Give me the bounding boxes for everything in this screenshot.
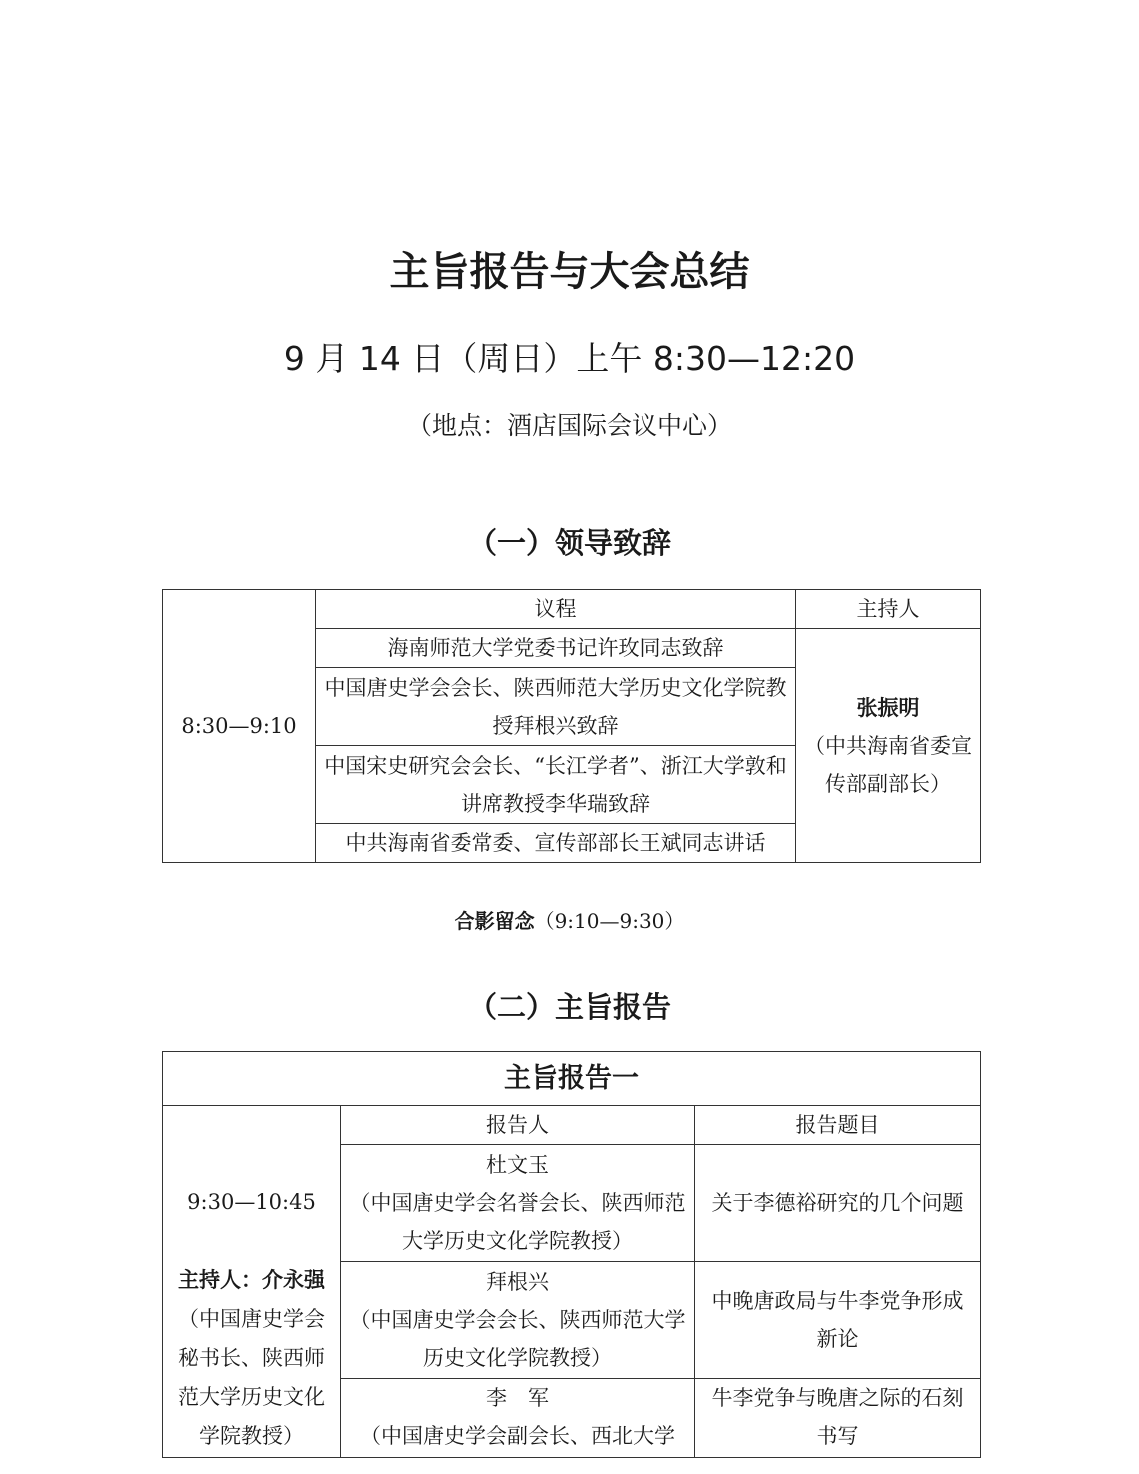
keynote-table [162, 1051, 981, 1458]
host-title: （中共海南省委宣传部副部长） [804, 733, 972, 796]
session2-host-label: 主持人：介永强 [178, 1268, 325, 1292]
reporter-affiliation: （中国唐史学会副会长、西北大学 [360, 1424, 675, 1448]
agenda-header: 议程 [316, 590, 796, 629]
session2-host-title: （中国唐史学会秘书长、陕西师范大学历史文化学院教授） [178, 1307, 325, 1448]
reporter-name: 拜根兴 [486, 1270, 549, 1294]
agenda-item: 中共海南省委常委、宣传部部长王斌同志讲话 [316, 824, 796, 863]
reporter-cell [341, 1379, 695, 1458]
session1-time: 8:30—9:10 [163, 590, 316, 863]
section2-heading: （二）主旨报告 [467, 990, 671, 1024]
date-line: 9 月 14 日（周日）上午 8:30—12:20 [283, 339, 856, 378]
session1-host [796, 629, 981, 863]
agenda-item: 中国宋史研究会会长、“长江学者”、浙江大学敦和讲席教授李华瑞致辞 [316, 746, 796, 824]
reporter-cell [341, 1262, 695, 1379]
report-topic: 牛李党争与晚唐之际的石刻书写 [695, 1379, 981, 1458]
leaders-speech-table [162, 589, 981, 863]
photo-label: 合影留念 [454, 909, 535, 933]
report-topic: 中晚唐政局与牛李党争形成新论 [695, 1262, 981, 1379]
page-title: 主旨报告与大会总结 [389, 249, 750, 295]
session2-info [163, 1106, 341, 1458]
reporter-cell [341, 1145, 695, 1262]
host-name: 张振明 [856, 695, 920, 720]
section1-heading: （一）领导致辞 [467, 526, 671, 560]
session2-time: 9:30—10:45 [187, 1190, 316, 1214]
host-header: 主持人 [796, 590, 981, 629]
photo-time: （9:10—9:30） [534, 909, 685, 933]
photo-session [0, 905, 1139, 934]
reporter-affiliation: （中国唐史学会名誉会长、陕西师范大学历史文化学院教授） [349, 1191, 686, 1253]
agenda-item: 中国唐史学会会长、陕西师范大学历史文化学院教授拜根兴致辞 [316, 668, 796, 746]
report-topic: 关于李德裕研究的几个问题 [695, 1145, 981, 1262]
keynote-table-title: 主旨报告一 [163, 1052, 981, 1106]
reporter-header: 报告人 [341, 1106, 695, 1145]
venue-line: （地点：酒店国际会议中心） [406, 411, 732, 440]
agenda-item: 海南师范大学党委书记许玫同志致辞 [316, 629, 796, 668]
reporter-affiliation: （中国唐史学会会长、陕西师范大学历史文化学院教授） [349, 1308, 686, 1370]
reporter-name: 杜文玉 [486, 1153, 549, 1177]
topic-header: 报告题目 [695, 1106, 981, 1145]
reporter-name: 李 军 [486, 1386, 549, 1410]
